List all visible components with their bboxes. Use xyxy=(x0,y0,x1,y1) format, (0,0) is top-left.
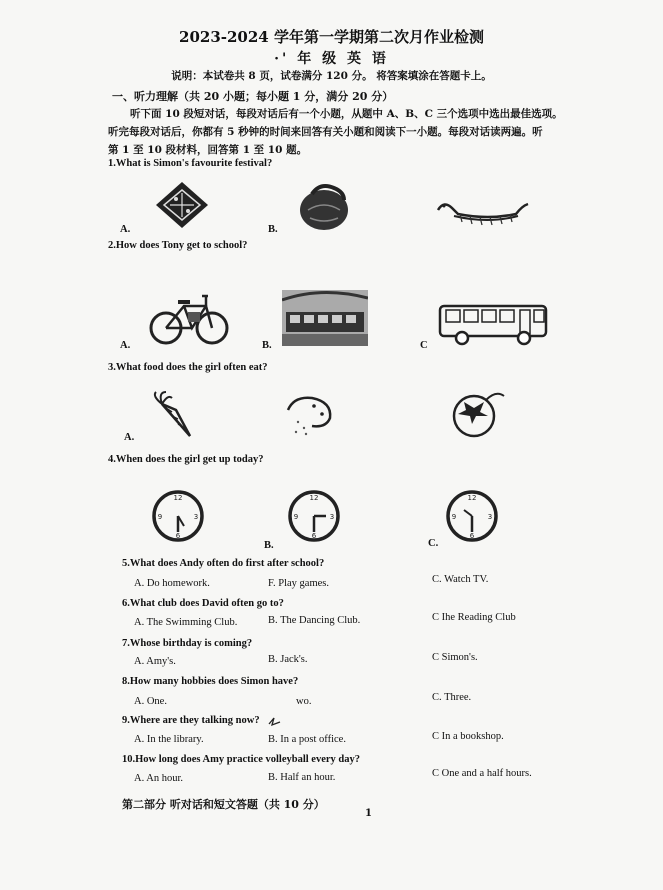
q9-option-a: A. In the library. xyxy=(134,734,204,745)
exam-subtitle: ·' 年 级 英 语 xyxy=(274,51,389,67)
pen-mark-icon xyxy=(268,716,282,728)
svg-text:6: 6 xyxy=(469,532,475,540)
q8-option-a: A. One. xyxy=(134,696,167,707)
question-9: 9.Where are they talking now? xyxy=(122,715,260,726)
instruction-line-3: 第 1 至 10 段材料，回答第 1 至 10 题。 xyxy=(108,144,308,156)
instruction-line-2: 听完每段对话后，你都有 5 秒钟的时间来回答有关小题和阅读下一小题。每段对话读两遍。听 xyxy=(108,126,543,138)
tomato-icon xyxy=(446,386,508,440)
paper-cut-icon xyxy=(152,180,212,230)
q4-label-b: B. xyxy=(264,540,274,551)
svg-text:3: 3 xyxy=(487,513,493,521)
q7-option-b: B. Jack's. xyxy=(268,654,308,665)
page-number: 1 xyxy=(365,808,372,819)
q9-option-b: B. In a post office. xyxy=(268,734,346,745)
q6-option-c: C Ihe Reading Club xyxy=(432,612,516,623)
q10-option-c: C One and a half hours. xyxy=(432,768,532,779)
q5-option-a: A. Do homework. xyxy=(134,578,210,589)
question-10: 10.How long does Amy practice volleyball every day? xyxy=(122,754,360,765)
q2-label-c: C xyxy=(420,340,428,351)
q5-option-b: F. Play games. xyxy=(268,578,329,589)
svg-text:3: 3 xyxy=(329,513,335,521)
train-icon xyxy=(282,290,368,346)
q6-option-a: A. The Swimming Club. xyxy=(134,617,238,628)
q4-label-c: C. xyxy=(428,538,439,549)
q1-label-a: A. xyxy=(120,224,131,235)
bus-icon xyxy=(438,304,552,346)
part2-heading: 第二部分 听对话和短文答题（共 10 分） xyxy=(122,798,325,811)
svg-text:9: 9 xyxy=(451,513,457,521)
q8-option-c: C. Three. xyxy=(432,692,472,703)
svg-text:6: 6 xyxy=(311,532,317,540)
question-4: 4.When does the girl get up today? xyxy=(108,454,264,465)
clock-icon xyxy=(444,488,500,544)
question-5: 5.What does Andy often do first after school? xyxy=(122,558,325,569)
instruction-line-1: 听下面 10 段短对话，每段对话后有一个小题，从题中 A、B、C 三个选项中选出最佳选项。 xyxy=(130,108,563,120)
exam-title: 2023-2024 学年第一学期第二次月作业检测 xyxy=(179,28,484,46)
mooncake-icon xyxy=(296,180,356,232)
bicycle-icon xyxy=(148,284,230,348)
clock-icon xyxy=(150,488,206,544)
q1-label-b: B. xyxy=(268,224,278,235)
question-8: 8.How many hobbies does Simon have? xyxy=(122,676,299,687)
q9-option-c: C In a bookshop. xyxy=(432,731,504,742)
q7-option-c: C Simon's. xyxy=(432,652,478,663)
svg-text:9: 9 xyxy=(157,513,163,521)
question-7: 7.Whose birthday is coming? xyxy=(122,638,253,649)
potato-icon xyxy=(284,392,336,438)
question-2: 2.How does Tony get to school? xyxy=(108,240,248,251)
clock-icon xyxy=(286,488,342,544)
q2-label-a: A. xyxy=(120,340,131,351)
dragon-boat-icon xyxy=(432,196,532,228)
q7-option-a: A. Amy's. xyxy=(134,656,176,667)
q3-label-a: A. xyxy=(124,432,135,443)
svg-text:6: 6 xyxy=(175,532,181,540)
q10-option-b: B. Half an hour. xyxy=(268,772,336,783)
svg-text:12: 12 xyxy=(309,494,319,502)
svg-text:12: 12 xyxy=(467,494,477,502)
carrot-icon xyxy=(146,390,198,442)
svg-text:3: 3 xyxy=(193,513,199,521)
question-6: 6.What club does David often go to? xyxy=(122,598,284,609)
question-3: 3.What food does the girl often eat? xyxy=(108,362,268,373)
svg-text:12: 12 xyxy=(173,494,183,502)
q8-option-b: wo. xyxy=(296,696,312,707)
q6-option-b: B. The Dancing Club. xyxy=(268,615,361,626)
part1-heading: 一、听力理解（共 20 小题；每小题 1 分，满分 20 分） xyxy=(112,90,394,103)
question-1: 1.What is Simon's favourite festival? xyxy=(108,158,273,169)
exam-instructions-note: 说明：本试卷共 8 页，试卷满分 120 分。 将答案填涂在答题卡上。 xyxy=(171,70,492,82)
svg-text:9: 9 xyxy=(293,513,299,521)
q2-label-b: B. xyxy=(262,340,272,351)
q10-option-a: A. An hour. xyxy=(134,773,184,784)
q5-option-c: C. Watch TV. xyxy=(432,574,489,585)
